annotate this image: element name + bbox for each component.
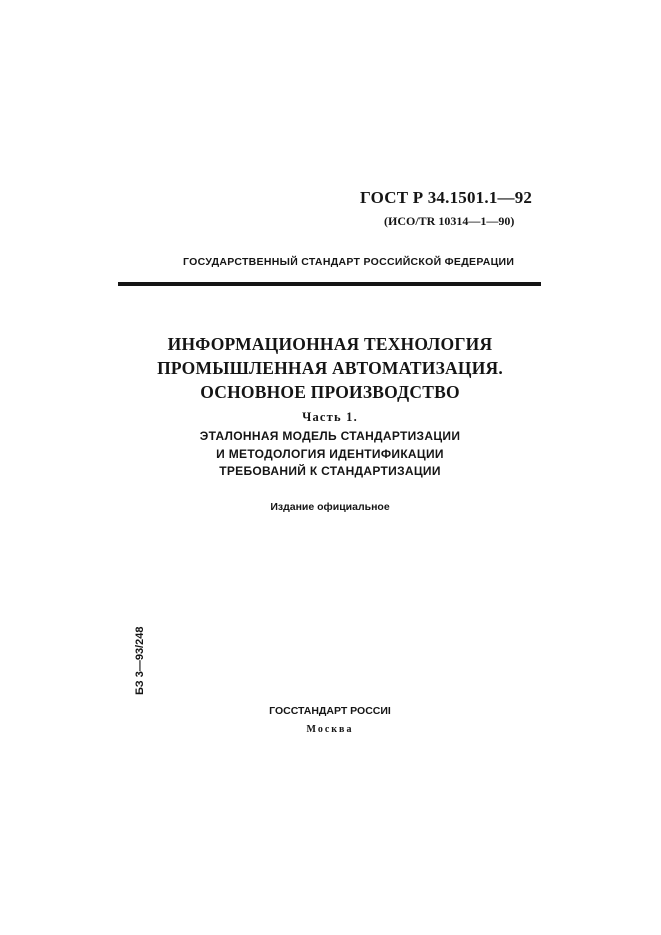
part-label: Часть 1. (302, 410, 358, 424)
side-code: БЗ 3—93/248 (134, 626, 146, 695)
subtitle-line-3: ТРЕБОВАНИЙ К СТАНДАРТИЗАЦИИ (219, 464, 441, 478)
gost-number: ГОСТ Р 34.1501.1—92 (360, 188, 533, 207)
iso-number: (ИСО/TR 10314—1—90) (384, 214, 515, 228)
edition-note: Издание официальное (270, 501, 390, 513)
document-title (110, 332, 550, 404)
publisher: ГОССТАНДАРТ РОССИІ (269, 705, 391, 717)
title-line-1: ИНФОРМАЦИОННАЯ ТЕХНОЛОГИЯ (167, 334, 493, 354)
title-line-2: ПРОМЫШЛЕННАЯ АВТОМАТИЗАЦИЯ. (157, 358, 503, 378)
city: Москва (306, 724, 354, 735)
subtitle-line-2: И МЕТОДОЛОГИЯ ИДЕНТИФИКАЦИИ (216, 446, 444, 461)
title-line-3: ОСНОВНОЕ ПРОИЗВОДСТВО (200, 382, 460, 402)
part-subtitle (110, 428, 550, 481)
state-standard-heading: ГОСУДАРСТВЕННЫЙ СТАНДАРТ РОССИЙСКОЙ ФЕДЕРАЦИИ (183, 256, 515, 268)
subtitle-line-1: ЭТАЛОННАЯ МОДЕЛЬ СТАНДАРТИЗАЦИИ (199, 429, 461, 443)
horizontal-rule (118, 282, 541, 286)
